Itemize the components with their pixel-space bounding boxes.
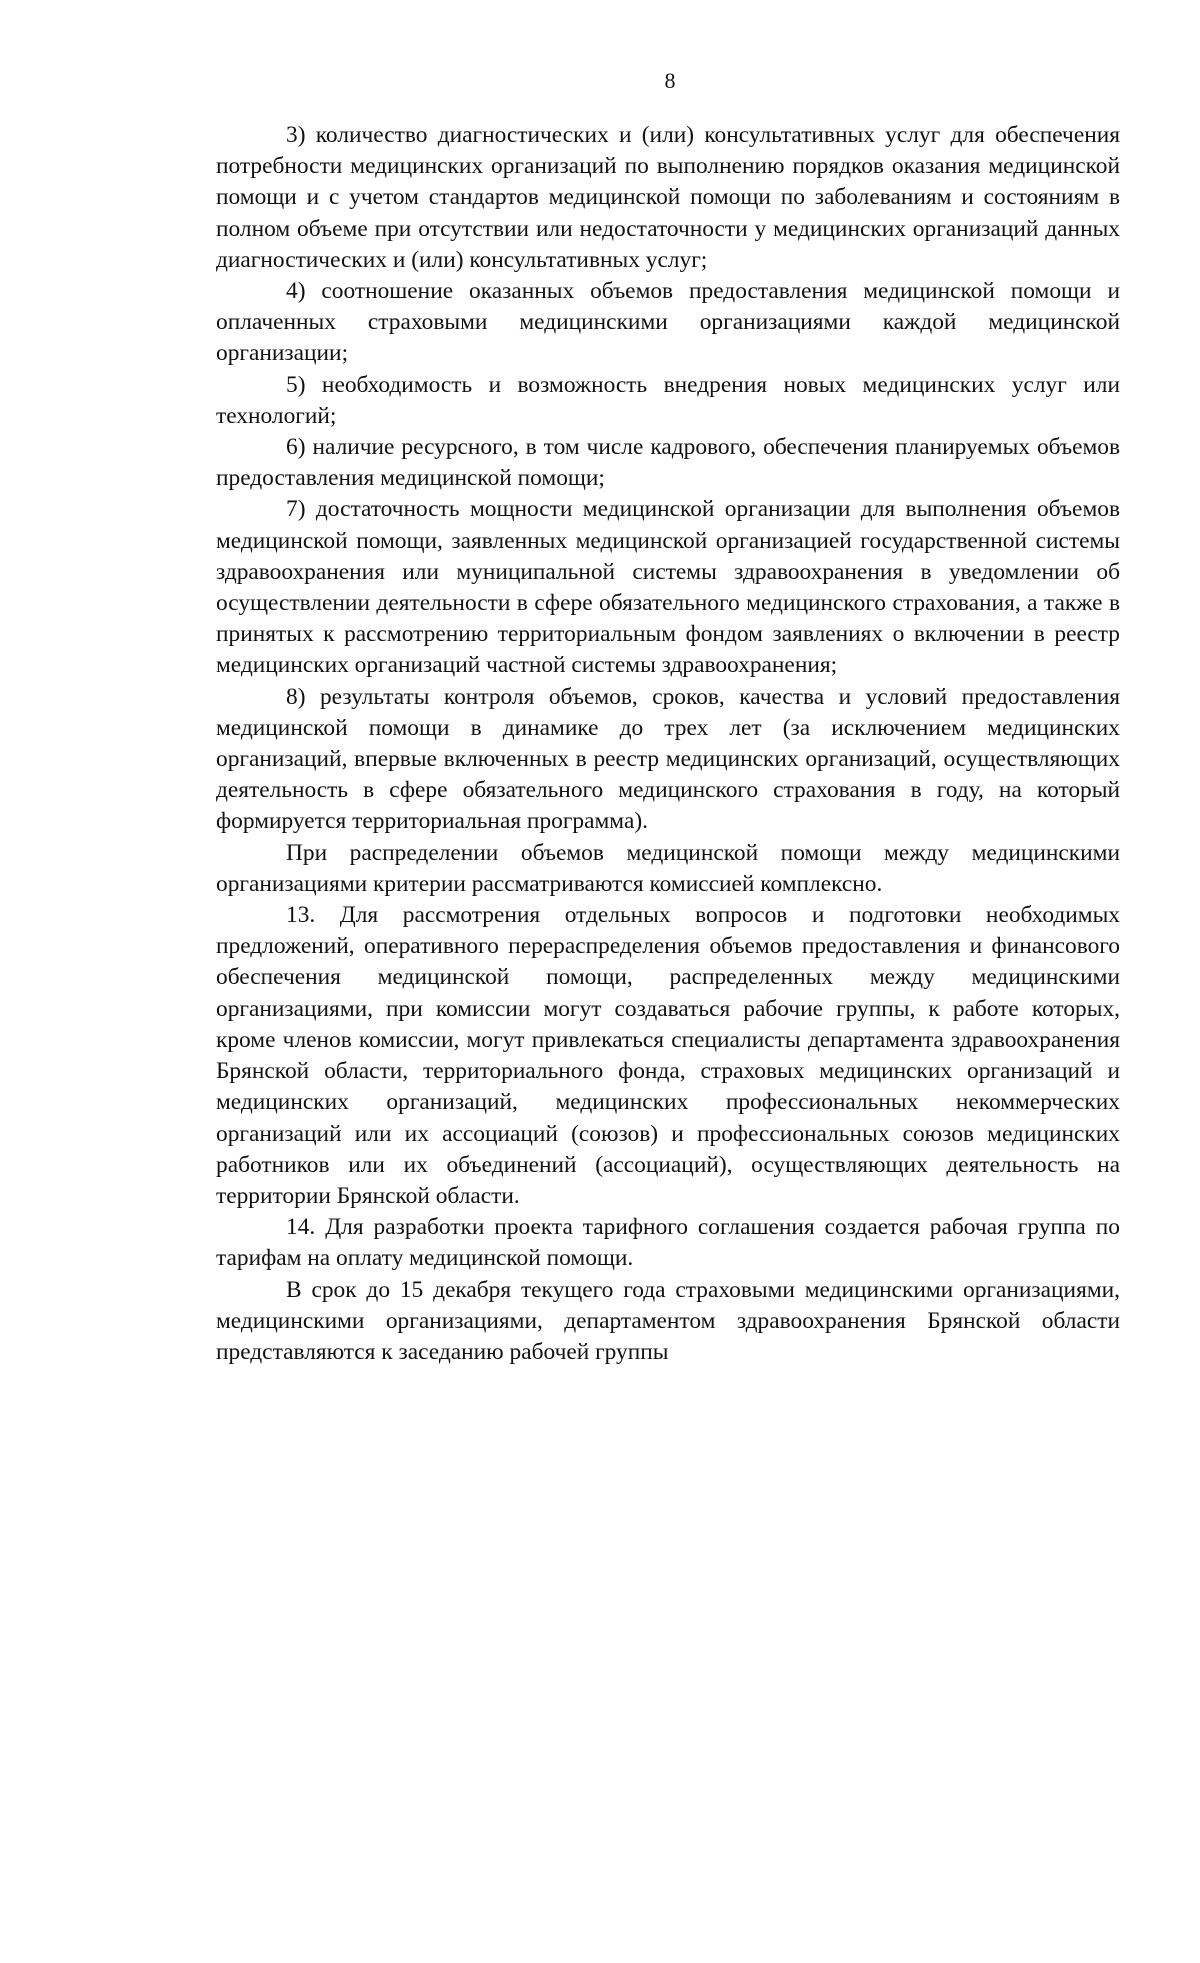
- document-body: [216, 120, 1120, 1368]
- paragraph-item-6: 6) наличие ресурсного, в том числе кадрового, обеспечения планируемых объемов предоставления медицинской помощи;: [216, 434, 1120, 492]
- page-number: 8: [664, 68, 676, 93]
- paragraph-item-5: 5) необходимость и возможность внедрения новых медицинских услуг или технологий;: [216, 371, 1120, 429]
- paragraph-item-3: 3) количество диагностических и (или) консультативных услуг для обеспечения потребности медицинских организаций по выполнению порядков оказания медицинской помощи и с учетом стандартов медицинской помощи по заболеваниям и состояниям в полном объеме при отсутствии или недостаточности у медицинских организаций данных диагностических и (или) консультативных услуг;: [216, 122, 1120, 273]
- paragraph-section-13: 13. Для рассмотрения отдельных вопросов и подготовки необходимых предложений, оперативного перераспределения объемов предоставления и финансового обеспечения медицинской помощи, распределенных между медицинскими организациями, при комиссии могут создаваться рабочие группы, к работе которых, кроме членов комиссии, могут привлекаться специалисты департамента здравоохранения Брянской области, территориального фонда, страховых медицинских организаций и медицинских организаций, медицинских профессиональных некоммерческих организаций или их ассоциаций (союзов) и профессиональных союзов медицинских работников или их объединений (ассоциаций), осуществляющих деятельность на территории Брянской области.: [216, 902, 1120, 1209]
- paragraph-item-7: 7) достаточность мощности медицинской организации для выполнения объемов медицинской помощи, заявленных медицинской организацией государственной системы здравоохранения или муниципальной системы здравоохранения в уведомлении об осуществлении деятельности в сфере обязательного медицинского страхования, а также в принятых к рассмотрению территориальным фондом заявлениях о включении в реестр медицинских организаций частной системы здравоохранения;: [216, 496, 1120, 679]
- paragraph-item-8: 8) результаты контроля объемов, сроков, качества и условий предоставления медицинской помощи в динамике до трех лет (за исключением медицинских организаций, впервые включенных в реестр медицинских организаций, осуществляющих деятельность в сфере обязательного медицинского страхования в году, на который формируется территориальная программа).: [216, 683, 1120, 835]
- paragraph-deadline: В срок до 15 декабря текущего года страховыми медицинскими организациями, медицинскими организациями, департаментом здравоохранения Брянской области представляются к заседанию рабочей группы: [216, 1276, 1120, 1365]
- paragraph-section-14: 14. Для разработки проекта тарифного соглашения создается рабочая группа по тарифам на оплату медицинской помощи.: [216, 1214, 1120, 1272]
- paragraph-item-4: 4) соотношение оказанных объемов предоставления медицинской помощи и оплаченных страховыми медицинскими организациями каждой медицинской организации;: [216, 278, 1120, 367]
- paragraph-distribution-note: При распределении объемов медицинской помощи между медицинскими организациями критерии рассматриваются комиссией комплексно.: [216, 839, 1120, 897]
